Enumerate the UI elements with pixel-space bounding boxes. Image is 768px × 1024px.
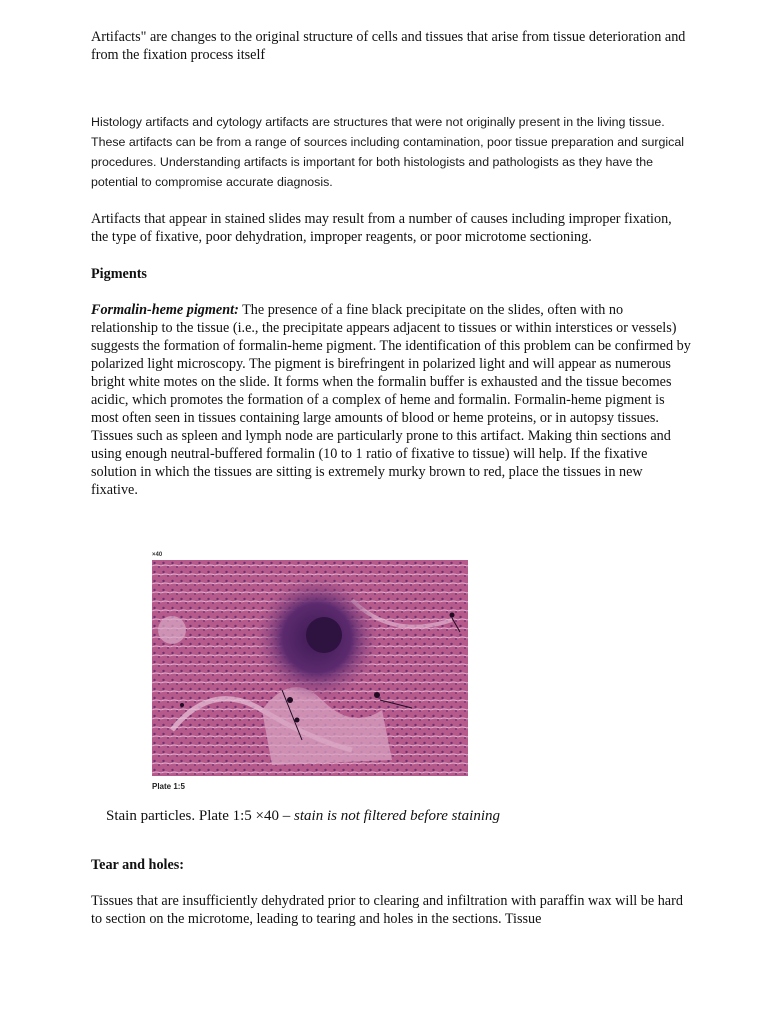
pigments-heading: Pigments [91, 266, 147, 282]
tear-heading: Tear and holes: [91, 857, 185, 873]
formalin-paragraph [91, 301, 691, 499]
histology-paragraph: Histology artifacts and cytology artifacts are structures that were not originally present in the living tissue. These artifacts can be from a range of sources including contamination, poor tissue preparation and surgical procedures. Understanding artifacts is important for both histologists and pathologists as they have the potential to compromise accurate diagnosis. [91, 115, 685, 189]
causes-paragraph: Artifacts that appear in stained slides may result from a number of causes including improper fixation, the type of fixative, poor dehydration, improper reagents, or poor microtome sectioning. [91, 211, 672, 245]
caption-main: Stain particles. Plate 1:5 ×40 – [106, 808, 295, 824]
plate-label: Plate 1:5 [152, 782, 185, 791]
caption-note: stain is not filtered before staining [294, 808, 500, 824]
formalin-lead: Formalin-heme pigment: [91, 302, 239, 318]
magnification-tag: ×40 [152, 552, 163, 558]
figure-caption [106, 808, 500, 825]
intro-paragraph: Artifacts" are changes to the original structure of cells and tissues that arise from tissue deterioration and from the fixation process itself [91, 29, 686, 63]
micrograph-image [152, 560, 468, 776]
micrograph-figure [152, 550, 472, 791]
formalin-body: The presence of a fine black precipitate on the slides, often with no relationship to the tissue (i.e., the precipitate appears adjacent to tissues or within interstices or vessels) suggests the formation of formalin-heme pigment. The identification of this problem can be confirmed by polarized light microscopy. The pigment is birefringent in polarized light and will appear as numerous bright white motes on the slide. It forms when the formalin buffer is exhausted and the tissue becomes acidic, which promotes the formation of a complex of heme and formalin. Formalin-heme pigment is most often seen in tissues containing large amounts of blood or heme proteins, or in autopsy tissues. Tissues such as spleen and lymph node are particularly prone to this artifact. Making thin sections and using enough neutral-buffered formalin (10 to 1 ratio of fixative to tissue) will help. If the fixative solution in which the tissues are sitting is extremely murky brown to red, place the tissues in new fixative. [91, 302, 691, 498]
tear-paragraph: Tissues that are insufficiently dehydrated prior to clearing and infiltration with paraffin wax will be hard to section on the microtome, leading to tearing and holes in the sections. Tissue [91, 893, 683, 927]
